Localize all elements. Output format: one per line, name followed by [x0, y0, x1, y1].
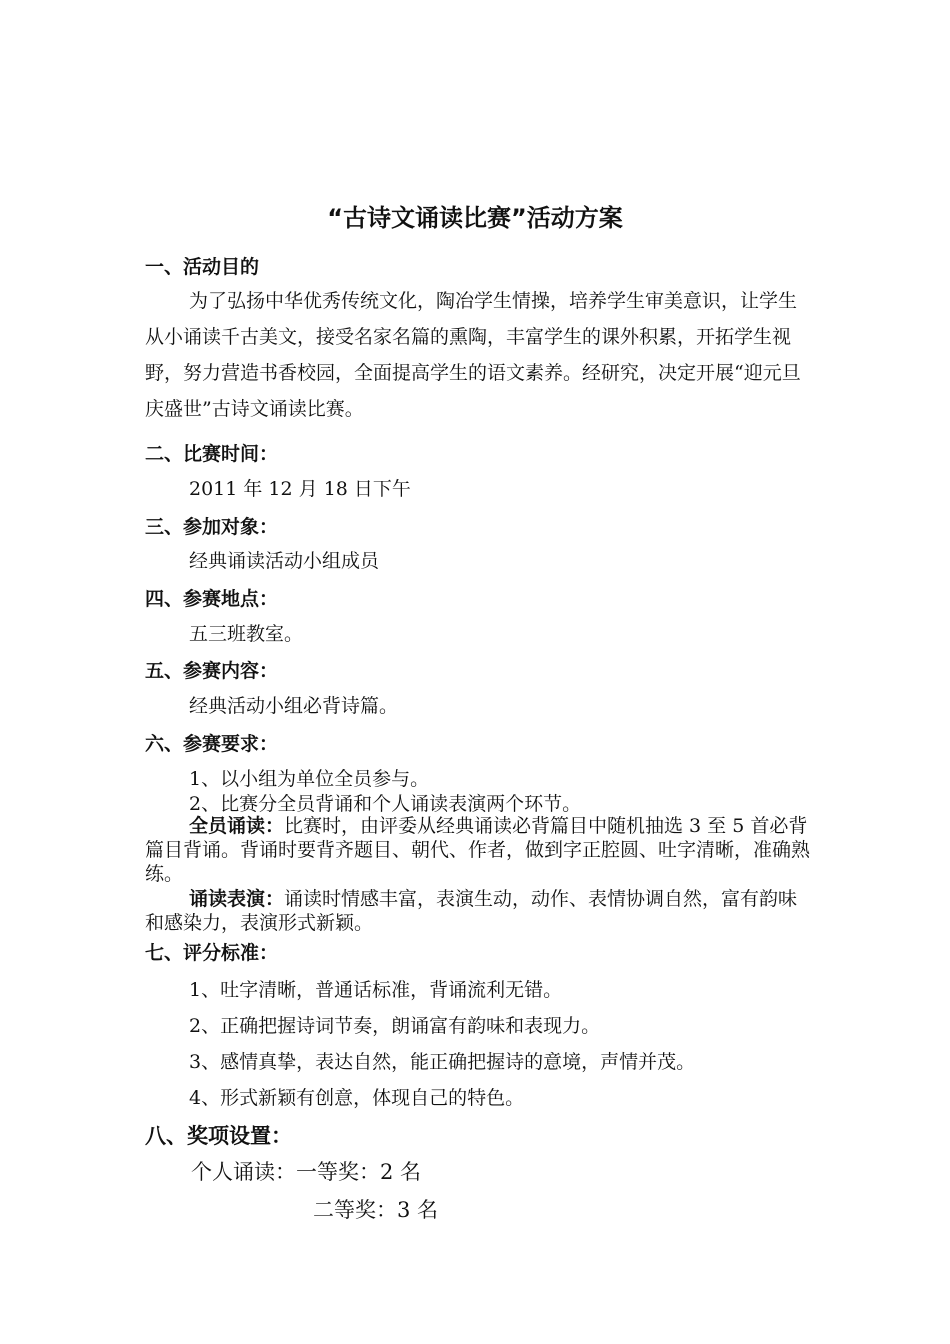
section-heading-participants: 三、参加对象：	[145, 516, 279, 538]
section-body-content: 经典活动小组必背诗篇。	[189, 695, 399, 717]
section-body-participants: 经典诵读活动小组成员	[189, 550, 380, 572]
purpose-text: 为了弘扬中华优秀传统文化，陶冶学生情操，培养学生审美意识，让学生从小诵读千古美文，接受名家名篇的熏陶，丰富学生的课外积累，开拓学生视野，努力营造书香校园，全面提高学生的语文素养。经研究，决定开展“迎元旦 庆盛世”古诗文诵读比赛。	[145, 290, 801, 420]
award-line-2: 二等奖：3 名	[313, 1198, 439, 1222]
scoring-item-3: 3、感情真挚，表达自然，能正确把握诗的意境，声情并茂。	[189, 1051, 696, 1073]
scoring-item-1: 1、吐字清晰，普通话标准，背诵流利无错。	[189, 979, 563, 1001]
performance-text: 诵读时情感丰富，表演生动，动作、表情协调自然，富有韵味和感染力，表演形式新颖。	[145, 888, 798, 934]
requirement-performance	[145, 887, 815, 935]
all-recite-label: 全员诵读：	[189, 815, 285, 837]
section-body-location: 五三班教室。	[189, 623, 304, 645]
requirement-all-recite	[145, 814, 815, 886]
section-heading-content: 五、参赛内容：	[145, 660, 279, 682]
requirement-item-2: 2、比赛分全员背诵和个人诵读表演两个环节。	[189, 793, 582, 815]
section-heading-awards: 八、奖项设置：	[145, 1124, 292, 1148]
award-line-1: 个人诵读：一等奖：2 名	[191, 1160, 422, 1184]
section-heading-purpose: 一、活动目的	[145, 256, 260, 278]
section-body-purpose	[145, 283, 815, 427]
section-heading-scoring: 七、评分标准：	[145, 942, 279, 964]
performance-label: 诵读表演：	[189, 888, 285, 910]
scoring-item-2: 2、正确把握诗词节奏，朗诵富有韵味和表现力。	[189, 1015, 601, 1037]
all-recite-text: 比赛时，由评委从经典诵读必背篇目中随机抽选 3 至 5 首必背篇目背诵。背诵时要背齐题目、朝代、作者，做到字正腔圆、吐字清晰，准确熟练。	[145, 815, 811, 885]
section-heading-time: 二、比赛时间：	[145, 443, 279, 465]
section-heading-requirements: 六、参赛要求：	[145, 733, 279, 755]
section-heading-location: 四、参赛地点：	[145, 588, 279, 610]
document-title: “古诗文诵读比赛”活动方案	[327, 204, 623, 232]
scoring-item-4: 4、形式新颖有创意，体现自己的特色。	[189, 1087, 525, 1109]
section-body-time: 2011 年 12 月 18 日下午	[189, 478, 411, 500]
requirement-item-1: 1、以小组为单位全员参与。	[189, 768, 430, 790]
